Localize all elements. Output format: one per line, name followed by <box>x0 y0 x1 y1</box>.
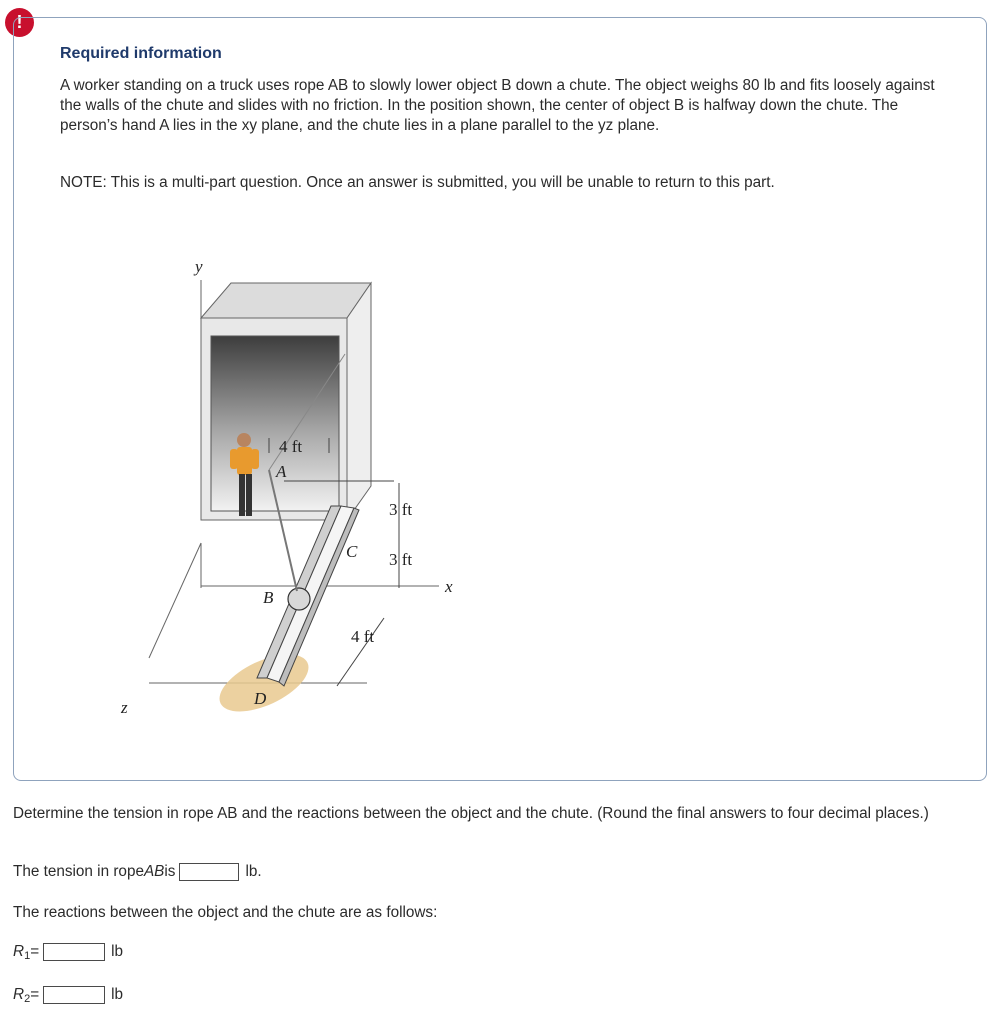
truck-side <box>347 283 371 520</box>
label-D: D <box>254 689 267 708</box>
r2-eq: = <box>30 986 40 1003</box>
tension-unit: lb. <box>245 863 262 880</box>
tension-prefix: The tension in rope <box>13 863 144 880</box>
object-B <box>288 588 310 610</box>
r2-row <box>13 986 123 1004</box>
multi-part-note: NOTE: This is a multi-part question. Once an answer is submitted, you will be unable to return to this part. <box>60 174 775 191</box>
shadow-D <box>211 643 317 723</box>
floor-line-front <box>149 543 201 658</box>
tension-var: AB <box>143 863 165 880</box>
label-B: B <box>263 588 274 607</box>
r2-sub: 2 <box>24 993 31 1005</box>
tension-input[interactable] <box>179 863 239 881</box>
chute-floor <box>267 506 354 682</box>
r1-var: R <box>13 943 25 960</box>
dim-4ft-top: 4 ft <box>279 437 303 456</box>
r1-input[interactable] <box>43 943 105 961</box>
r1-unit: lb <box>111 943 124 960</box>
r2-unit: lb <box>111 986 124 1003</box>
label-z: z <box>121 698 128 717</box>
question-text: Determine the tension in rope AB and the reactions between the object and the chute. (Round the final answers to four decimal places.) <box>13 805 929 822</box>
problem-figure <box>109 258 509 738</box>
label-x: x <box>445 577 453 596</box>
r1-sub: 1 <box>24 950 31 962</box>
reactions-intro-text: The reactions between the object and the chute are as follows: <box>13 904 438 921</box>
truck-opening <box>211 336 339 511</box>
truck-top <box>201 283 371 318</box>
r2-input[interactable] <box>43 986 105 1004</box>
dim-4ft-bottom: 4 ft <box>351 627 375 646</box>
label-y: y <box>195 258 203 276</box>
r1-eq: = <box>30 943 40 960</box>
r1-row <box>13 943 123 961</box>
alert-icon: ! <box>5 8 34 37</box>
tension-mid: is <box>164 863 176 880</box>
info-title: Required information <box>60 45 222 62</box>
tension-row <box>13 863 262 881</box>
reactions-intro <box>13 904 437 922</box>
label-A: A <box>276 462 287 481</box>
problem-statement: A worker standing on a truck uses rope AB to slowly lower object B down a chute. The object weighs 80 lb and fits loosely against the walls of the chute and slides with no friction. In the position shown, the center of object B is halfway down the chute. The person’s hand A lies in the xy plane, and the chute lies in a plane parallel to the yz plane. <box>60 77 935 134</box>
label-C: C <box>346 542 358 561</box>
dim-3ft-lower: 3 ft <box>389 550 413 569</box>
dim-3ft-upper: 3 ft <box>389 500 413 519</box>
r2-var: R <box>13 986 25 1003</box>
required-info-panel <box>13 17 987 781</box>
